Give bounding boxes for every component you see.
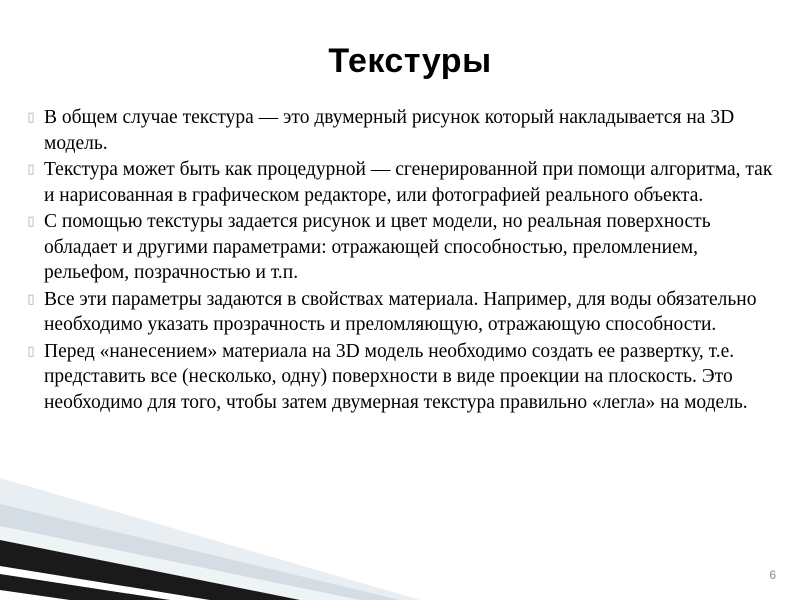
- page-number: 6: [769, 568, 776, 582]
- list-item: [18, 105, 782, 156]
- bullet-square-icon: ▯: [27, 214, 35, 229]
- bullet-square-icon: ▯: [27, 110, 35, 125]
- corner-decoration: [0, 470, 420, 600]
- list-item-text: В общем случае текстура — это двумерный рисунок который накладывается на 3D модель.: [44, 107, 735, 154]
- bullet-square-icon: ▯: [27, 343, 35, 359]
- list-item: [18, 209, 782, 286]
- bullet-square-icon: ▯: [27, 162, 35, 177]
- list-item: [18, 287, 782, 338]
- bullet-list: [18, 105, 782, 416]
- list-item: [18, 157, 782, 208]
- list-item: [18, 339, 782, 416]
- bullet-square-icon: ▯: [27, 291, 35, 307]
- list-item-text: Все эти параметры задаются в свойствах материала. Например, для воды обязательно необходимо указать прозрачность и преломляющую, отражающую способности.: [44, 288, 757, 335]
- page-title: Текстуры: [328, 42, 492, 80]
- list-item-text: С помощью текстуры задается рисунок и цвет модели, но реальная поверхность обладает и другими параметрами: отражающей способностью, преломлением, рельефом, позрачностью и т.п.: [44, 211, 711, 283]
- list-item-text: Перед «нанесением» материала на 3D модель необходимо создать ее развертку, т.е. представить все (несколько, одну) поверхности в виде проекции на плоскость. Это необходимо для того, чтобы затем двумерная текстура правильно «легла» на модель.: [44, 340, 748, 413]
- list-item-text: Текстура может быть как процедурной — сгенерированной при помощи алгоритма, так и нарисованная в графическом редакторе, или фотографией реального объекта.: [44, 159, 773, 206]
